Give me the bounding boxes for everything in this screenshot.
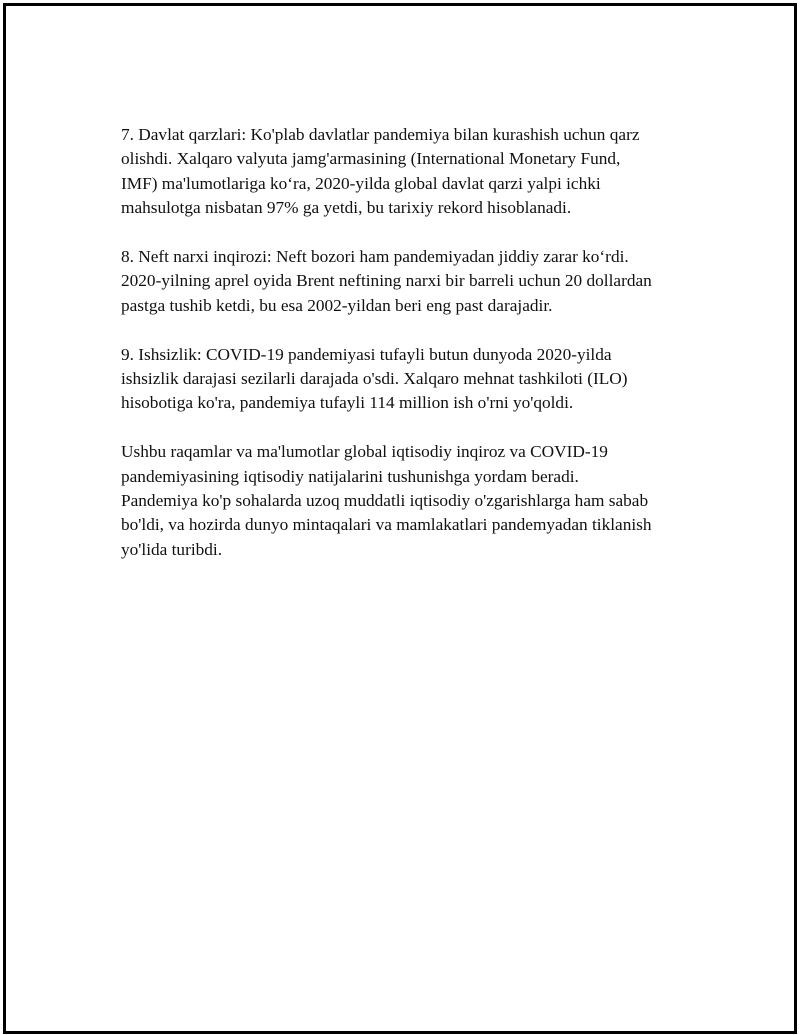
text-line: Ushbu raqamlar va ma'lumotlar global iqtisodiy inqiroz va COVID-19 [121,442,608,462]
text-line: olishdi. Xalqaro valyuta jamg'armasining (International Monetary Fund, [121,149,621,169]
text-line: bo'ldi, va hozirda dunyo mintaqalari va mamlakatlari pandemyadan tiklanish [121,515,652,535]
paragraph-oil-price-crisis [121,245,701,318]
text-line: ishsizlik darajasi sezilarli darajada o'sdi. Xalqaro mehnat tashkiloti (ILO) [121,369,628,389]
paragraph-state-debt [121,123,701,221]
text-line: 2020-yilning aprel oyida Brent neftining narxi bir barreli uchun 20 dollardan [121,271,652,291]
paragraph-unemployment [121,343,701,416]
text-line: 8. Neft narxi inqirozi: Neft bozori ham pandemiyadan jiddiy zarar ko‘rdi. [121,247,629,267]
text-line: Pandemiya ko'p sohalarda uzoq muddatli iqtisodiy o'zgarishlarga ham sabab [121,491,649,511]
text-line: pandemiyasining iqtisodiy natijalarini tushunishga yordam beradi. [121,466,579,486]
text-line: mahsulotga nisbatan 97% ga yetdi, bu tarixiy rekord hisoblanadi. [121,198,572,218]
page-frame [3,3,797,1034]
document-body [121,123,701,587]
text-line: yo'lida turibdi. [121,539,223,559]
text-line: 9. Ishsizlik: COVID-19 pandemiyasi tufayli butun dunyoda 2020-yilda [121,344,612,364]
text-line: IMF) ma'lumotlariga ko‘ra, 2020-yilda global davlat qarzi yalpi ichki [121,173,601,193]
text-line: 7. Davlat qarzlari: Ko'plab davlatlar pandemiya bilan kurashish uchun qarz [121,125,640,144]
paragraph-conclusion [121,440,701,562]
text-line: pastga tushib ketdi, bu esa 2002-yildan beri eng past darajadir. [121,295,553,315]
text-line: hisobotiga ko'ra, pandemiya tufayli 114 million ish o'rni yo'qoldi. [121,393,574,413]
